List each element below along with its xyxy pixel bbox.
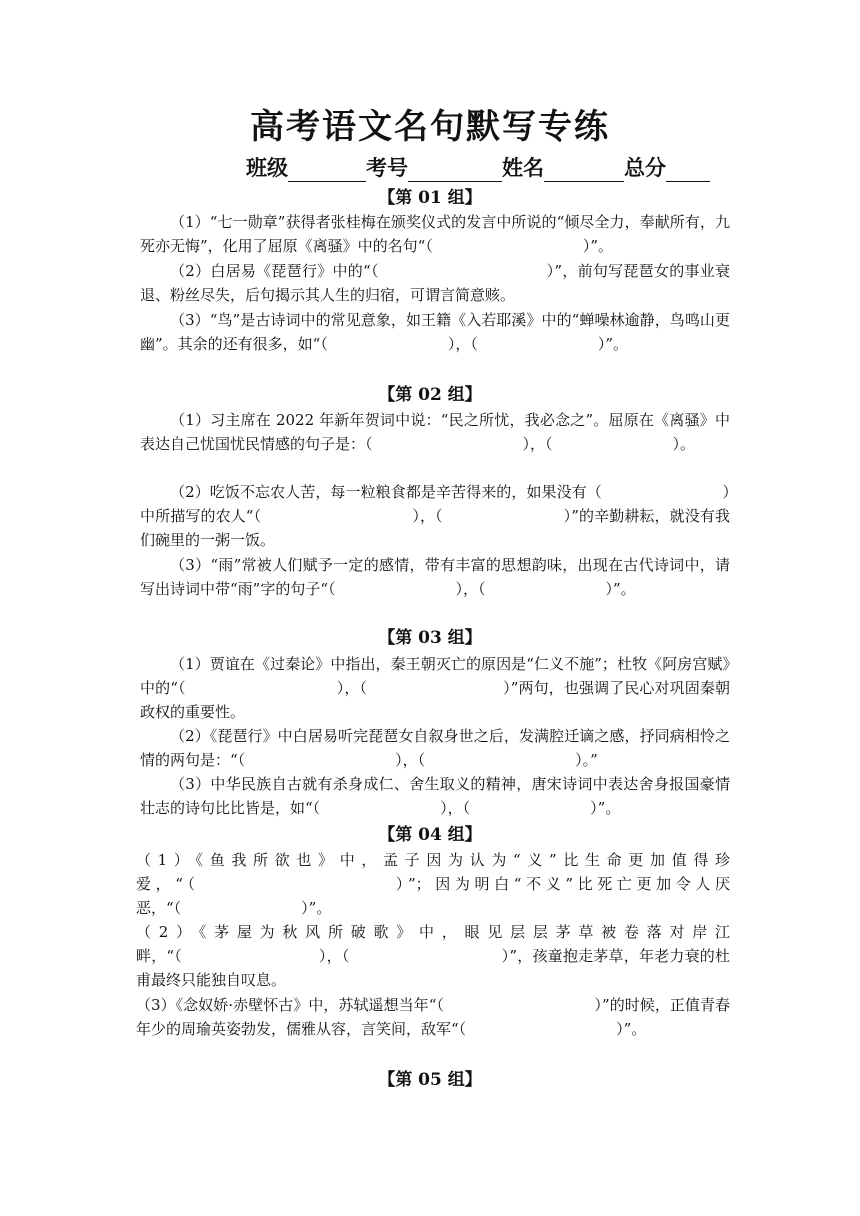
total-score-blank[interactable] bbox=[666, 159, 710, 182]
page-title: 高考语文名句默写专练 bbox=[250, 107, 610, 147]
group-01-item-3: （3）“鸟”是古诗词中的常见意象，如王籍《入若耶溪》中的“蝉噪林逾静，鸟鸣山更幽”。其余的还有很多，如“（ ），（ ）”。 bbox=[140, 311, 730, 353]
student-info-line bbox=[246, 154, 710, 182]
name-blank[interactable] bbox=[544, 159, 624, 182]
class-label: 班级 bbox=[246, 156, 288, 180]
exam-number-blank[interactable] bbox=[408, 159, 502, 182]
group-02-item-3: （3）“雨”常被人们赋予一定的感情，带有丰富的思想韵味，出现在古代诗词中，请写出诗词中带“雨”字的句子“（ ），（ ）”。 bbox=[140, 556, 730, 598]
total-score-label: 总分 bbox=[624, 156, 666, 180]
exam-number-label: 考号 bbox=[366, 156, 408, 180]
group-01-item-2: （2）白居易《琵琶行》中的“（ ）”，前句写琵琶女的事业衰退、粉丝尽失，后句揭示其人生的归宿，可谓言简意赅。 bbox=[140, 262, 730, 304]
group-03-item-1: （1）贾谊在《过秦论》中指出，秦王朝灭亡的原因是“仁义不施”；杜牧《阿房宫赋》中的“（ ），（ ）”两句，也强调了民心对巩固秦朝政权的重要性。 bbox=[140, 655, 730, 721]
group-04-heading: 【第 04 组】 bbox=[378, 825, 482, 845]
group-03-item-2: （2）《琵琶行》中白居易听完琵琶女自叙身世之后，发满腔迁谪之感，抒同病相怜之情的两句是：“（ ），（ ）。” bbox=[140, 727, 730, 769]
class-blank[interactable] bbox=[288, 159, 366, 182]
group-04-item-2: （2）《茅屋为秋风所破歌》中，眼见层层茅草被卷落对岸江畔，“（ ），（ ）”，孩童抱走茅草，年老力衰的杜甫最终只能独自叹息。 bbox=[136, 923, 730, 989]
group-04-item-3: （3）《念奴娇·赤壁怀古》中，苏轼遥想当年“（ ）”的时候，正值青春年少的周瑜英姿勃发，儒雅从容，言笑间，敌军“（ ）”。 bbox=[136, 996, 730, 1038]
group-03-item-3: （3）中华民族自古就有杀身成仁、舍生取义的精神，唐宋诗词中表达舍身报国豪情壮志的诗句比比皆是，如“（ ），（ ）”。 bbox=[140, 775, 730, 817]
group-03-heading: 【第 03 组】 bbox=[378, 628, 482, 648]
name-label: 姓名 bbox=[502, 156, 544, 180]
group-02-heading: 【第 02 组】 bbox=[378, 385, 482, 405]
group-01-heading: 【第 01 组】 bbox=[378, 188, 482, 208]
group-01-item-1: （1）“七一勋章”获得者张桂梅在颁奖仪式的发言中所说的“倾尽全力，奉献所有，九死亦无悔”，化用了屈原《离骚》中的名句“（ ）”。 bbox=[140, 213, 730, 255]
group-04-item-1: （1）《鱼我所欲也》中，孟子因为认为“义”比生命更加值得珍爱，“（ ）”；因为明白“不义”比死亡更加令人厌恶，“（ ）”。 bbox=[136, 851, 730, 917]
group-05-heading: 【第 05 组】 bbox=[378, 1070, 482, 1090]
group-02-item-2: （2）吃饭不忘农人苦，每一粒粮食都是辛苦得来的，如果没有（ ）中所描写的农人“（ ），（ ）”的辛勤耕耘，就没有我们碗里的一粥一饭。 bbox=[140, 483, 730, 549]
group-02-item-1: （1）习主席在 2022 年新年贺词中说：“民之所忧，我必念之”。屈原在《离骚》中表达自己忧国忧民情感的句子是：（ ），（ ）。 bbox=[140, 411, 730, 453]
